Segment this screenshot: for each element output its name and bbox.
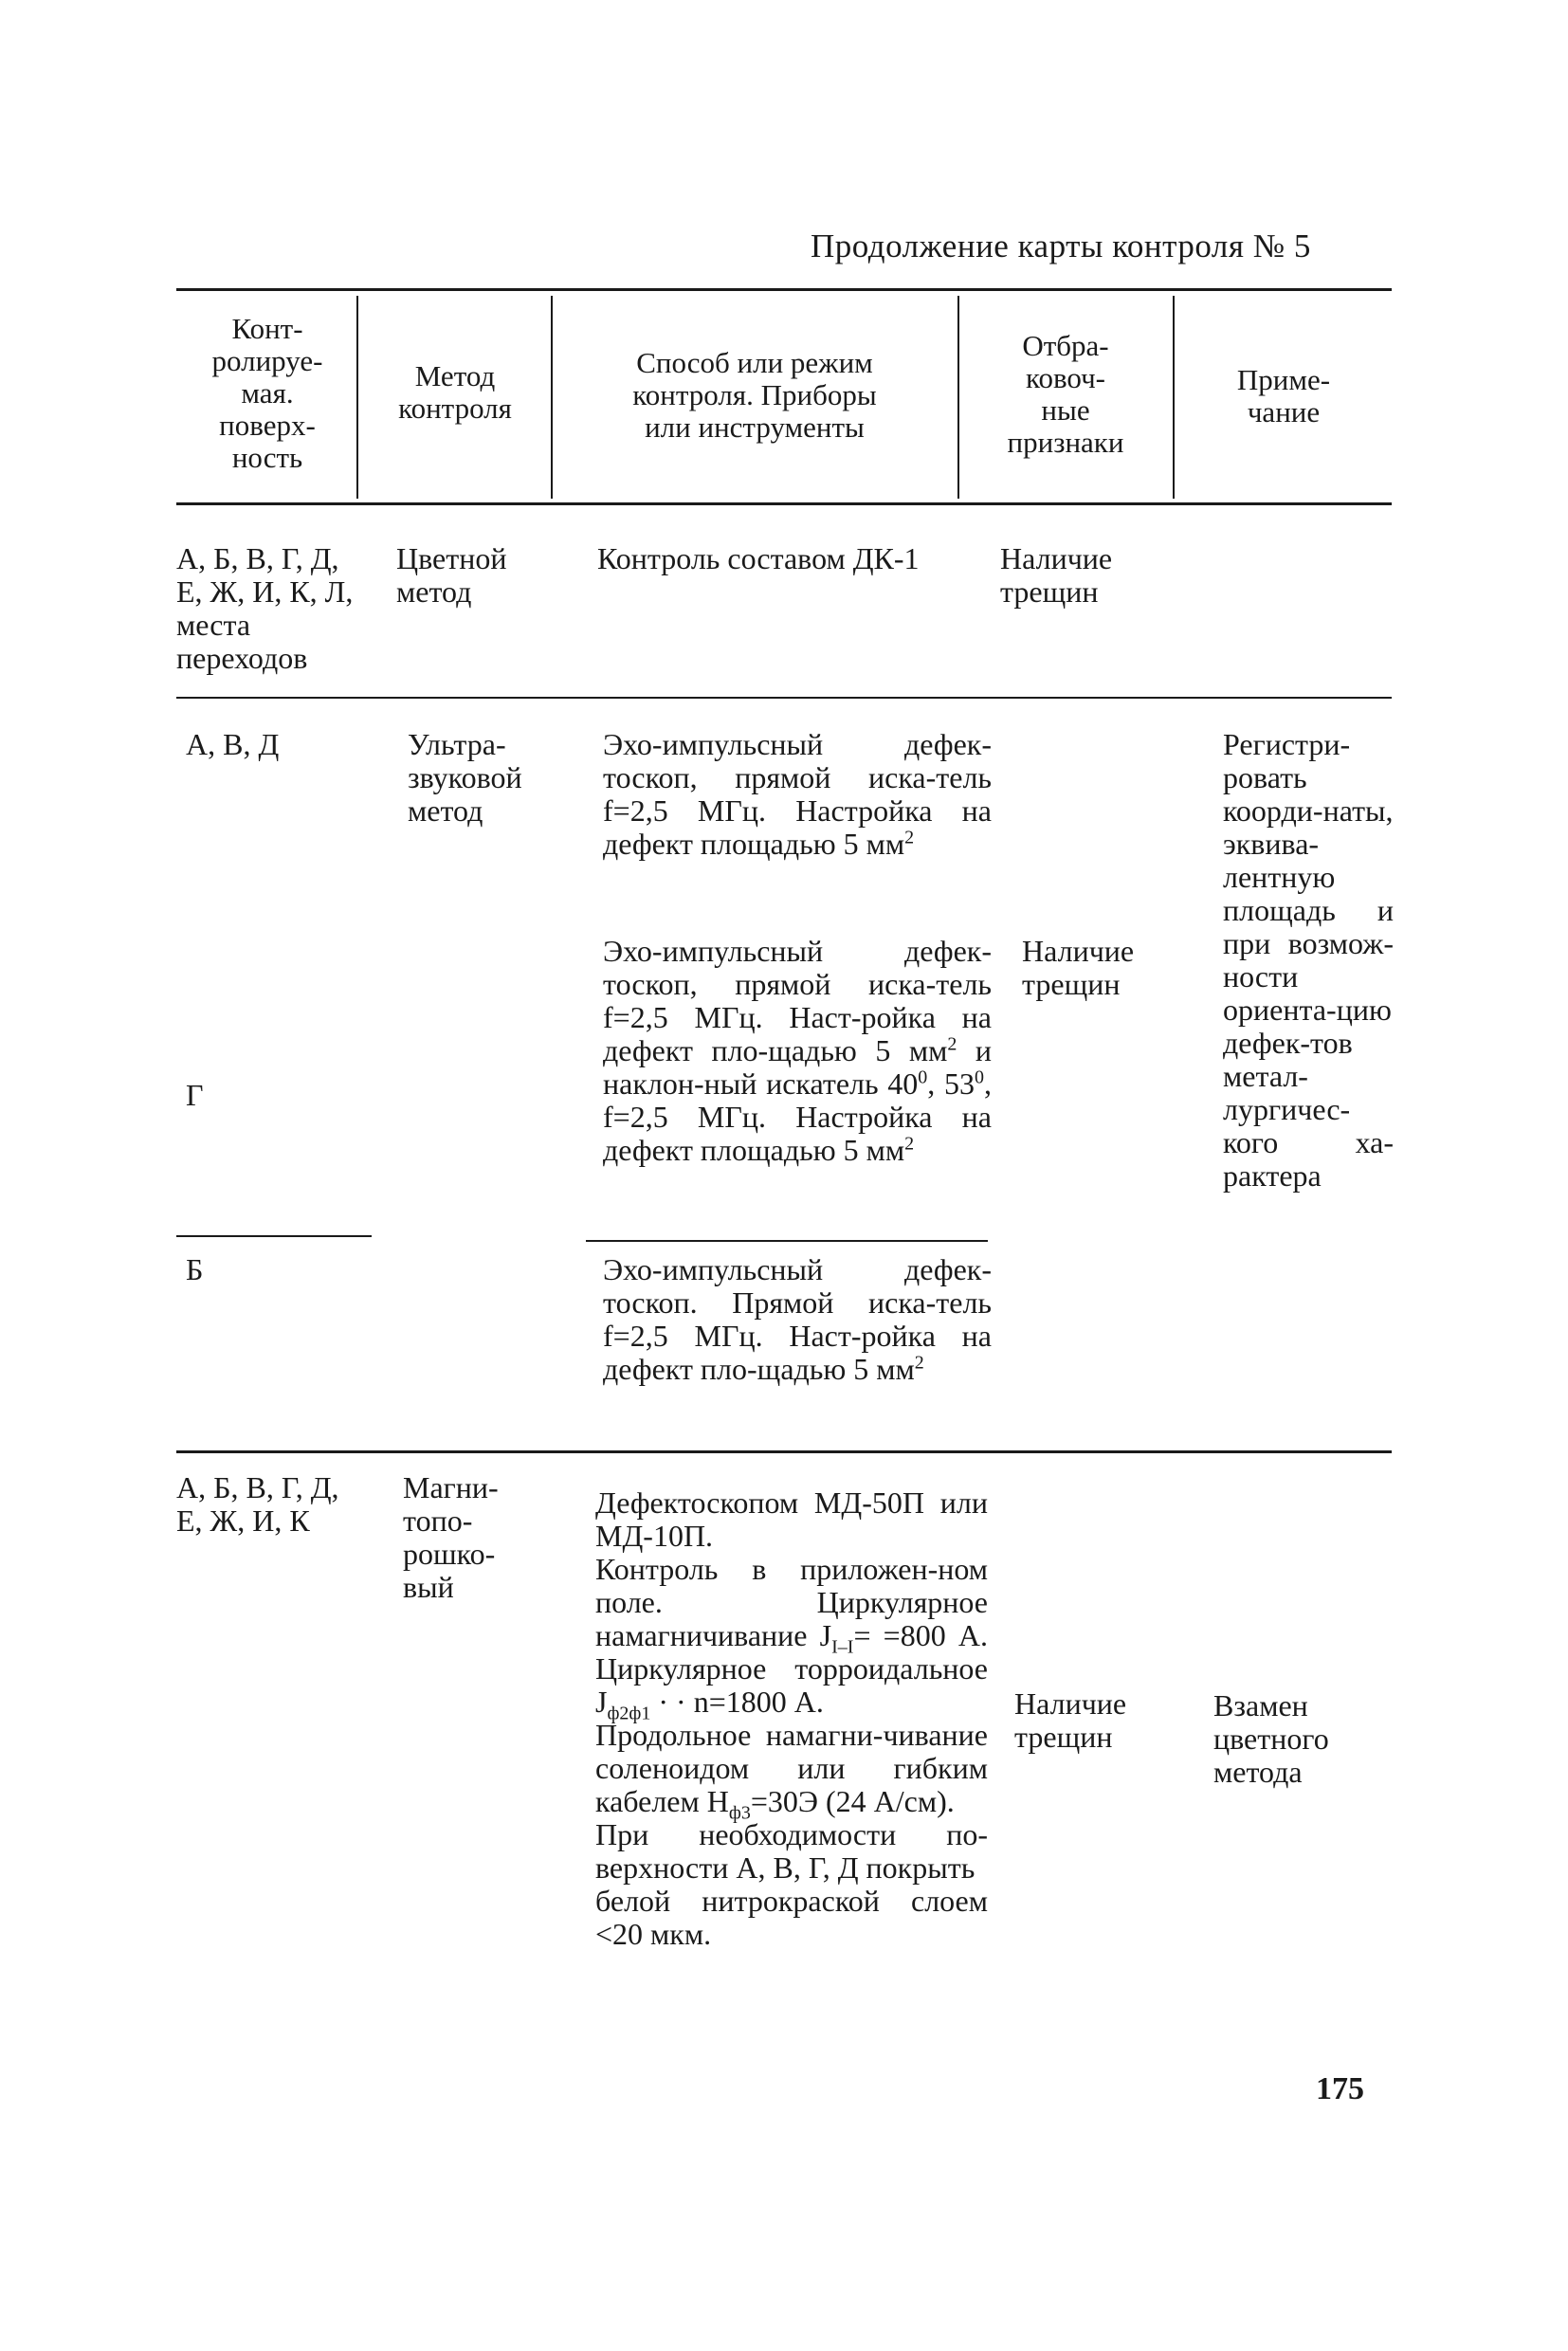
header-reject-line: ные xyxy=(1041,393,1090,427)
row3-mode-line: белой нитрокраской слоем <20 мкм. xyxy=(595,1884,988,1951)
row3-mode-text: Продольное намагни-чивание соленоидом или гибким кабелем H xyxy=(595,1718,988,1818)
header-note-line: чание xyxy=(1247,395,1321,428)
row2-mode-g-text: , 53 xyxy=(927,1066,975,1101)
row2-mode-a xyxy=(603,728,992,861)
row2-surface-b: Б xyxy=(186,1252,204,1286)
row3-mode-line: При необходимости по-верхности А, В, Г, Д покрыть xyxy=(595,1817,988,1885)
header-note-line: Приме- xyxy=(1236,363,1331,396)
row2-reject: Наличие трещин xyxy=(1022,934,1135,1001)
header-separator-4 xyxy=(1173,296,1175,499)
row3-mode-text: · · n=1800 А. xyxy=(650,1685,824,1719)
row1-mode: Контроль составом ДК-1 xyxy=(597,541,920,575)
row2-mode-g-sup: 2 xyxy=(904,1133,915,1155)
row3-method: Магни-топо-рошко-вый xyxy=(403,1470,499,1604)
header-reject-line: Отбра- xyxy=(1022,329,1109,362)
row2-note: Регистри-ровать коорди-наты, эквива-лентную площадь и при возмож-ности ориента-цию дефек-тов метал-лургичес-кого ха-рактера xyxy=(1223,727,1394,1193)
row2-mode-b-sup: 2 xyxy=(914,1352,924,1374)
header-bottom-rule xyxy=(176,502,1392,505)
header-method-line: Метод xyxy=(414,359,496,392)
row2-mode-a-sup: 2 xyxy=(904,827,915,848)
row3-mode-line: Дефектоскопом МД-50П или МД-10П. xyxy=(595,1485,988,1553)
header-mode-line: или инструменты xyxy=(645,410,865,444)
row3-mode-line xyxy=(595,1718,988,1824)
row3-mode-line xyxy=(595,1552,988,1724)
header-separator-3 xyxy=(957,296,959,499)
row3-mode-text: = =800 А. Циркулярное торроидальное J xyxy=(595,1618,988,1719)
row2-mode-b-text: Эхо-импульсный дефек-тоскоп. Прямой иска-тель f=2,5 МГц. Наст-ройка на дефект пло-щадью 5 мм xyxy=(603,1252,992,1386)
header-mode-line: Способ или режим xyxy=(636,346,873,379)
row1-method: Цветной метод xyxy=(396,541,507,609)
row3-mode-sub: ф2ф1 xyxy=(607,1703,651,1724)
row3-note: Взамен цветного метода xyxy=(1213,1688,1329,1789)
header-surface-line: мая. xyxy=(241,376,294,410)
row2-mode-g-sup: 0 xyxy=(918,1066,928,1088)
header-method-line: контроля xyxy=(398,392,512,425)
row3-reject: Наличие трещин xyxy=(1014,1686,1127,1754)
row2g-divider-mid xyxy=(586,1240,988,1242)
header-surface-line: поверх- xyxy=(219,409,316,442)
header-surface-line: ность xyxy=(231,441,303,474)
row3-mode xyxy=(595,1486,988,1951)
row2-mode-g-text: Эхо-импульсный дефек-тоскоп, прямой иска-тель f=2,5 МГц. Наст-ройка на дефект пло-щадью 5 мм xyxy=(603,934,992,1067)
row3-mode-text: Контроль в приложен-ном поле. Циркулярное намагничивание J xyxy=(595,1552,988,1652)
header-method xyxy=(360,360,550,425)
row1-reject: Наличие трещин xyxy=(1000,541,1113,609)
row2-mode-g-sup: 0 xyxy=(975,1066,984,1088)
page-number: 175 xyxy=(1316,2071,1364,2106)
table-top-rule xyxy=(176,288,1392,291)
row2g-divider-left xyxy=(176,1235,372,1237)
row2-surface-a: А, В, Д xyxy=(186,727,280,761)
row2-bottom-rule xyxy=(176,1450,1392,1453)
row3-mode-sub: I–I xyxy=(831,1636,854,1658)
header-surface-line: ролируе- xyxy=(211,344,323,377)
row3-surface: А, Б, В, Г, Д, Е, Ж, И, К xyxy=(176,1470,339,1538)
header-reject-line: признаки xyxy=(1007,426,1124,459)
row2-mode-g-text: и наклон-ный искатель 40 xyxy=(603,1033,993,1101)
row2-mode-g-text: , f=2,5 МГц. Настройка на дефект площадью 5 мм xyxy=(603,1066,992,1167)
row1-bottom-rule xyxy=(176,697,1392,699)
header-separator-1 xyxy=(356,296,358,499)
row1-surface: А, Б, В, Г, Д, Е, Ж, И, К, Л, места переходов xyxy=(176,541,354,675)
header-mode xyxy=(555,347,955,444)
header-separator-2 xyxy=(551,296,553,499)
header-surface-line: Конт- xyxy=(231,312,303,345)
row2-method: Ультра-звуковой метод xyxy=(408,727,522,828)
header-note xyxy=(1176,364,1392,428)
row2-surface-g: Г xyxy=(186,1078,204,1112)
row2-mode-a-text: Эхо-импульсный дефек-тоскоп, прямой иска-тель f=2,5 МГц. Настройка на дефект площадью 5 мм xyxy=(603,727,992,861)
row3-mode-text: =30Э (24 А/см). xyxy=(750,1784,955,1818)
row2-mode-g xyxy=(603,935,992,1167)
table-caption: Продолжение карты контроля № 5 xyxy=(811,228,1311,264)
header-reject xyxy=(961,330,1170,459)
row3-mode-sub: ф3 xyxy=(728,1802,751,1824)
row2-mode-b xyxy=(603,1253,992,1386)
header-surface xyxy=(180,313,355,474)
header-reject-line: ковоч- xyxy=(1025,361,1106,394)
row2-mode-g-sup: 2 xyxy=(947,1033,957,1055)
header-mode-line: контроля. Приборы xyxy=(632,378,877,411)
